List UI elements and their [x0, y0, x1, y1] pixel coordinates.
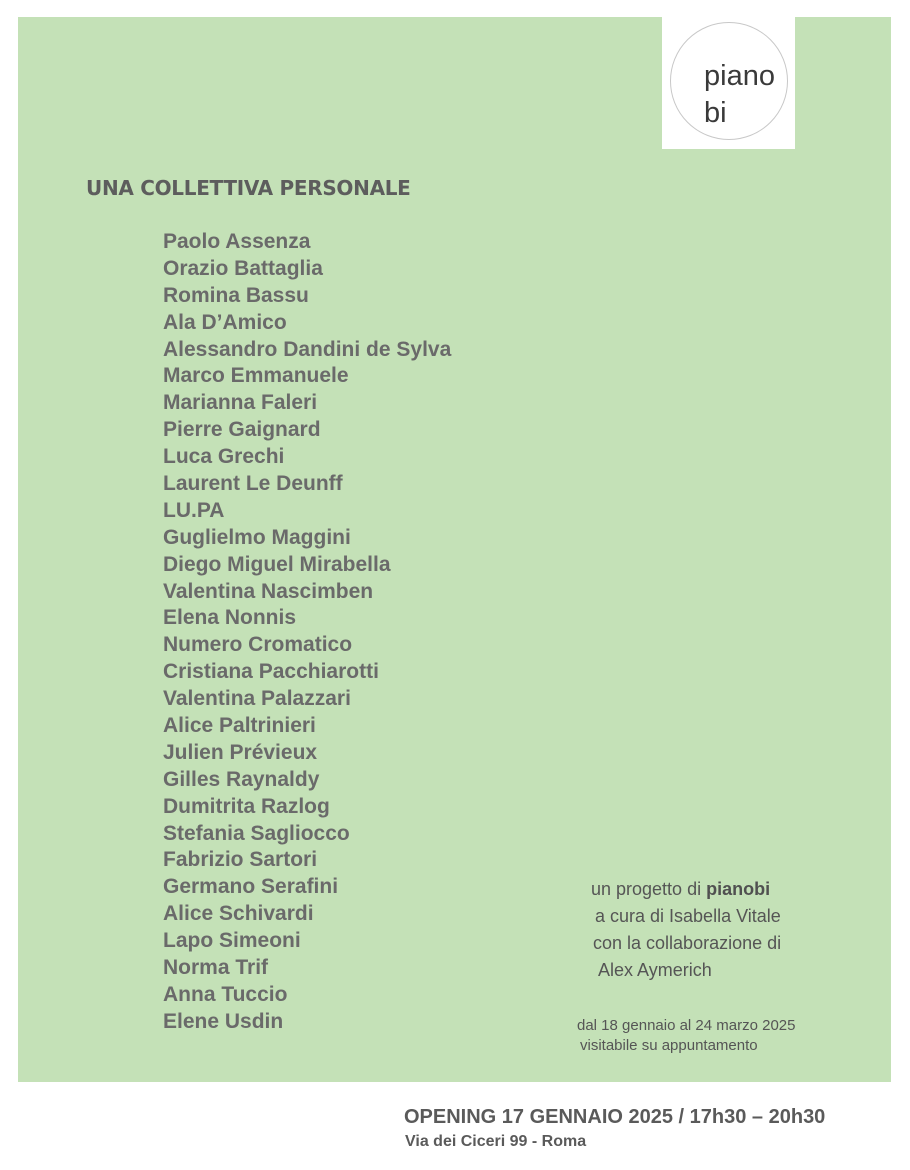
artist-name: Guglielmo Maggini: [163, 525, 351, 549]
visiting-note: visitabile su appuntamento: [580, 1037, 758, 1054]
artist-name: Stefania Sagliocco: [163, 821, 350, 845]
pianobi-logo: [662, 17, 795, 149]
artist-name: Lapo Simeoni: [163, 929, 301, 953]
artist-name: Norma Trif: [163, 956, 269, 980]
artist-name: Luca Grechi: [163, 445, 285, 469]
collaborator-name: Alex Aymerich: [598, 960, 712, 980]
logo-text-piano: piano: [704, 60, 775, 92]
artist-name: Alice Schivardi: [163, 902, 314, 926]
artist-name: Gilles Raynaldy: [163, 767, 320, 791]
artist-name: Valentina Nascimben: [163, 579, 374, 603]
artist-name: Elena Nonnis: [163, 606, 297, 630]
project-name: pianobi: [706, 879, 771, 899]
artist-name: Marianna Faleri: [163, 391, 318, 415]
exhibition-title: UNA COLLETTIVA PERSONALE: [86, 176, 411, 200]
opening-info: OPENING 17 GENNAIO 2025 / 17h30 – 20h30: [404, 1106, 826, 1128]
dates-block: [577, 1016, 796, 1056]
credits-block: [591, 876, 781, 984]
artist-name: Diego Miguel Mirabella: [163, 552, 391, 576]
curator-credit: a cura di Isabella Vitale: [595, 906, 781, 926]
artist-name: Laurent Le Deunff: [163, 472, 343, 496]
artist-name: Marco Emmanuele: [163, 364, 349, 388]
logo-text-bi: bi: [704, 97, 727, 129]
artist-name: Alessandro Dandini de Sylva: [163, 337, 452, 361]
artist-name: Elene Usdin: [163, 1009, 284, 1033]
project-prefix: un progetto di: [591, 879, 707, 899]
artist-name: Alice Paltrinieri: [163, 714, 316, 738]
artist-name: Paolo Assenza: [163, 230, 311, 253]
artist-name: Germano Serafini: [163, 875, 339, 899]
artist-name: Fabrizio Sartori: [163, 848, 318, 872]
artist-name: Valentina Palazzari: [163, 687, 351, 711]
artist-name: Anna Tuccio: [163, 982, 288, 1006]
project-credit: [591, 876, 781, 903]
artist-name: Romina Bassu: [163, 283, 309, 307]
exhibition-period: dal 18 gennaio al 24 marzo 2025: [577, 1017, 796, 1034]
artist-name: Ala D’Amico: [163, 310, 287, 334]
collaboration-credit: con la collaborazione di: [593, 933, 782, 953]
artist-list: [163, 229, 451, 1036]
venue-address: Via dei Ciceri 99 - Roma: [405, 1133, 587, 1150]
artist-name: Cristiana Pacchiarotti: [163, 660, 379, 684]
artist-name: Dumitrita Razlog: [163, 794, 330, 818]
artist-name: Julien Prévieux: [163, 740, 318, 764]
artist-name: LU.PA: [163, 498, 225, 522]
artist-name: Pierre Gaignard: [163, 418, 321, 442]
artist-name: Orazio Battaglia: [163, 256, 323, 280]
artist-name: Numero Cromatico: [163, 633, 353, 657]
